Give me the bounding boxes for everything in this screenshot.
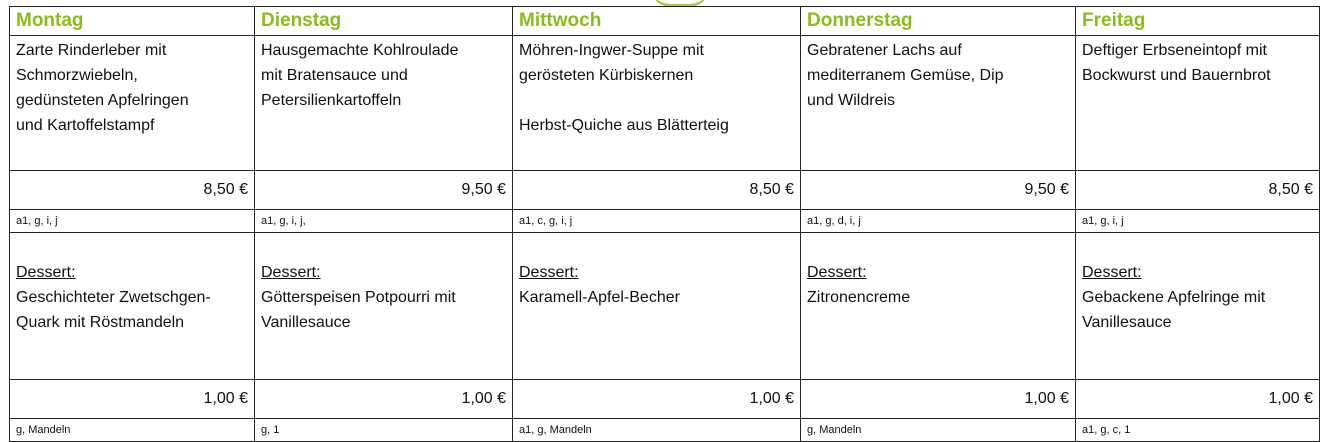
- dish-line: gedünsteten Apfelringen: [16, 92, 189, 109]
- day-header-freitag: Freitag: [1076, 7, 1320, 36]
- dessert-price-donnerstag: 1,00 €: [801, 380, 1076, 419]
- dish-line: und Wildreis: [807, 92, 896, 109]
- day-header-mittwoch: Mittwoch: [513, 7, 801, 36]
- main-dish-montag: [10, 36, 255, 171]
- dessert-line: Karamell-Apfel-Becher: [519, 289, 680, 306]
- dish-line: Bockwurst und Bauernbrot: [1082, 67, 1271, 84]
- dessert-price-montag: 1,00 €: [10, 380, 255, 419]
- dessert-allergens-freitag: a1, g, c, 1: [1076, 419, 1320, 442]
- dessert-label: Dessert:: [519, 264, 579, 281]
- dish-line: und Kartoffelstampf: [16, 117, 155, 134]
- dish-extra: Herbst-Quiche aus Blätterteig: [519, 117, 729, 134]
- dessert-label: Dessert:: [807, 264, 867, 281]
- dish-line: Petersilienkartoffeln: [261, 92, 402, 109]
- dish-line: Deftiger Erbseneintopf mit: [1082, 42, 1267, 59]
- dessert-line: Zitronencreme: [807, 289, 911, 306]
- dessert-freitag: [1076, 233, 1320, 380]
- allergens-dienstag: a1, g, i, j,: [255, 210, 513, 233]
- main-dish-mittwoch: [513, 36, 801, 171]
- dish-line: mediterranem Gemüse, Dip: [807, 67, 1004, 84]
- main-dish-row: [10, 36, 1320, 171]
- dessert-line: Quark mit Röstmandeln: [16, 314, 185, 331]
- price-donnerstag: 9,50 €: [801, 171, 1076, 210]
- dish-line: gerösteten Kürbiskernen: [519, 67, 694, 84]
- dessert-price-row: [10, 380, 1320, 419]
- dish-line: Schmorzwiebeln,: [16, 67, 138, 84]
- dish-line: Gebratener Lachs auf: [807, 42, 962, 59]
- allergens-donnerstag: a1, g, d, i, j: [801, 210, 1076, 233]
- dessert-line: Geschichteter Zwetschgen-: [16, 289, 211, 306]
- day-header-montag: Montag: [10, 7, 255, 36]
- price-dienstag: 9,50 €: [255, 171, 513, 210]
- dish-line: Hausgemachte Kohlroulade: [261, 42, 459, 59]
- dessert-label: Dessert:: [16, 264, 76, 281]
- dessert-row: [10, 233, 1320, 380]
- dessert-dienstag: [255, 233, 513, 380]
- allergens-mittwoch: a1, c, g, i, j: [513, 210, 801, 233]
- dessert-mittwoch: [513, 233, 801, 380]
- main-dish-donnerstag: [801, 36, 1076, 171]
- dessert-price-mittwoch: 1,00 €: [513, 380, 801, 419]
- dessert-line: Vanillesauce: [1082, 314, 1172, 331]
- dish-line: Möhren-Ingwer-Suppe mit: [519, 42, 704, 59]
- day-header-donnerstag: Donnerstag: [801, 7, 1076, 36]
- allergen-row: [10, 210, 1320, 233]
- price-mittwoch: 8,50 €: [513, 171, 801, 210]
- dessert-montag: [10, 233, 255, 380]
- dessert-line: Gebackene Apfelringe mit: [1082, 289, 1266, 306]
- allergens-montag: a1, g, i, j: [10, 210, 255, 233]
- dish-line: mit Bratensauce und: [261, 67, 408, 84]
- dessert-allergen-row: [10, 419, 1320, 442]
- weekly-menu-table: [9, 6, 1320, 442]
- price-freitag: 8,50 €: [1076, 171, 1320, 210]
- price-row: [10, 171, 1320, 210]
- allergens-freitag: a1, g, i, j: [1076, 210, 1320, 233]
- dish-line: Zarte Rinderleber mit: [16, 42, 167, 59]
- dessert-allergens-montag: g, Mandeln: [10, 419, 255, 442]
- dessert-label: Dessert:: [1082, 264, 1142, 281]
- price-montag: 8,50 €: [10, 171, 255, 210]
- dessert-donnerstag: [801, 233, 1076, 380]
- main-dish-freitag: [1076, 36, 1320, 171]
- day-header-dienstag: Dienstag: [255, 7, 513, 36]
- dessert-line: Vanillesauce: [261, 314, 351, 331]
- dessert-allergens-dienstag: g, 1: [255, 419, 513, 442]
- dessert-allergens-mittwoch: a1, g, Mandeln: [513, 419, 801, 442]
- dessert-label: Dessert:: [261, 264, 321, 281]
- dessert-price-dienstag: 1,00 €: [255, 380, 513, 419]
- dessert-allergens-donnerstag: g, Mandeln: [801, 419, 1076, 442]
- dessert-line: Götterspeisen Potpourri mit: [261, 289, 456, 306]
- day-header-row: [10, 7, 1320, 36]
- dessert-price-freitag: 1,00 €: [1076, 380, 1320, 419]
- main-dish-dienstag: [255, 36, 513, 171]
